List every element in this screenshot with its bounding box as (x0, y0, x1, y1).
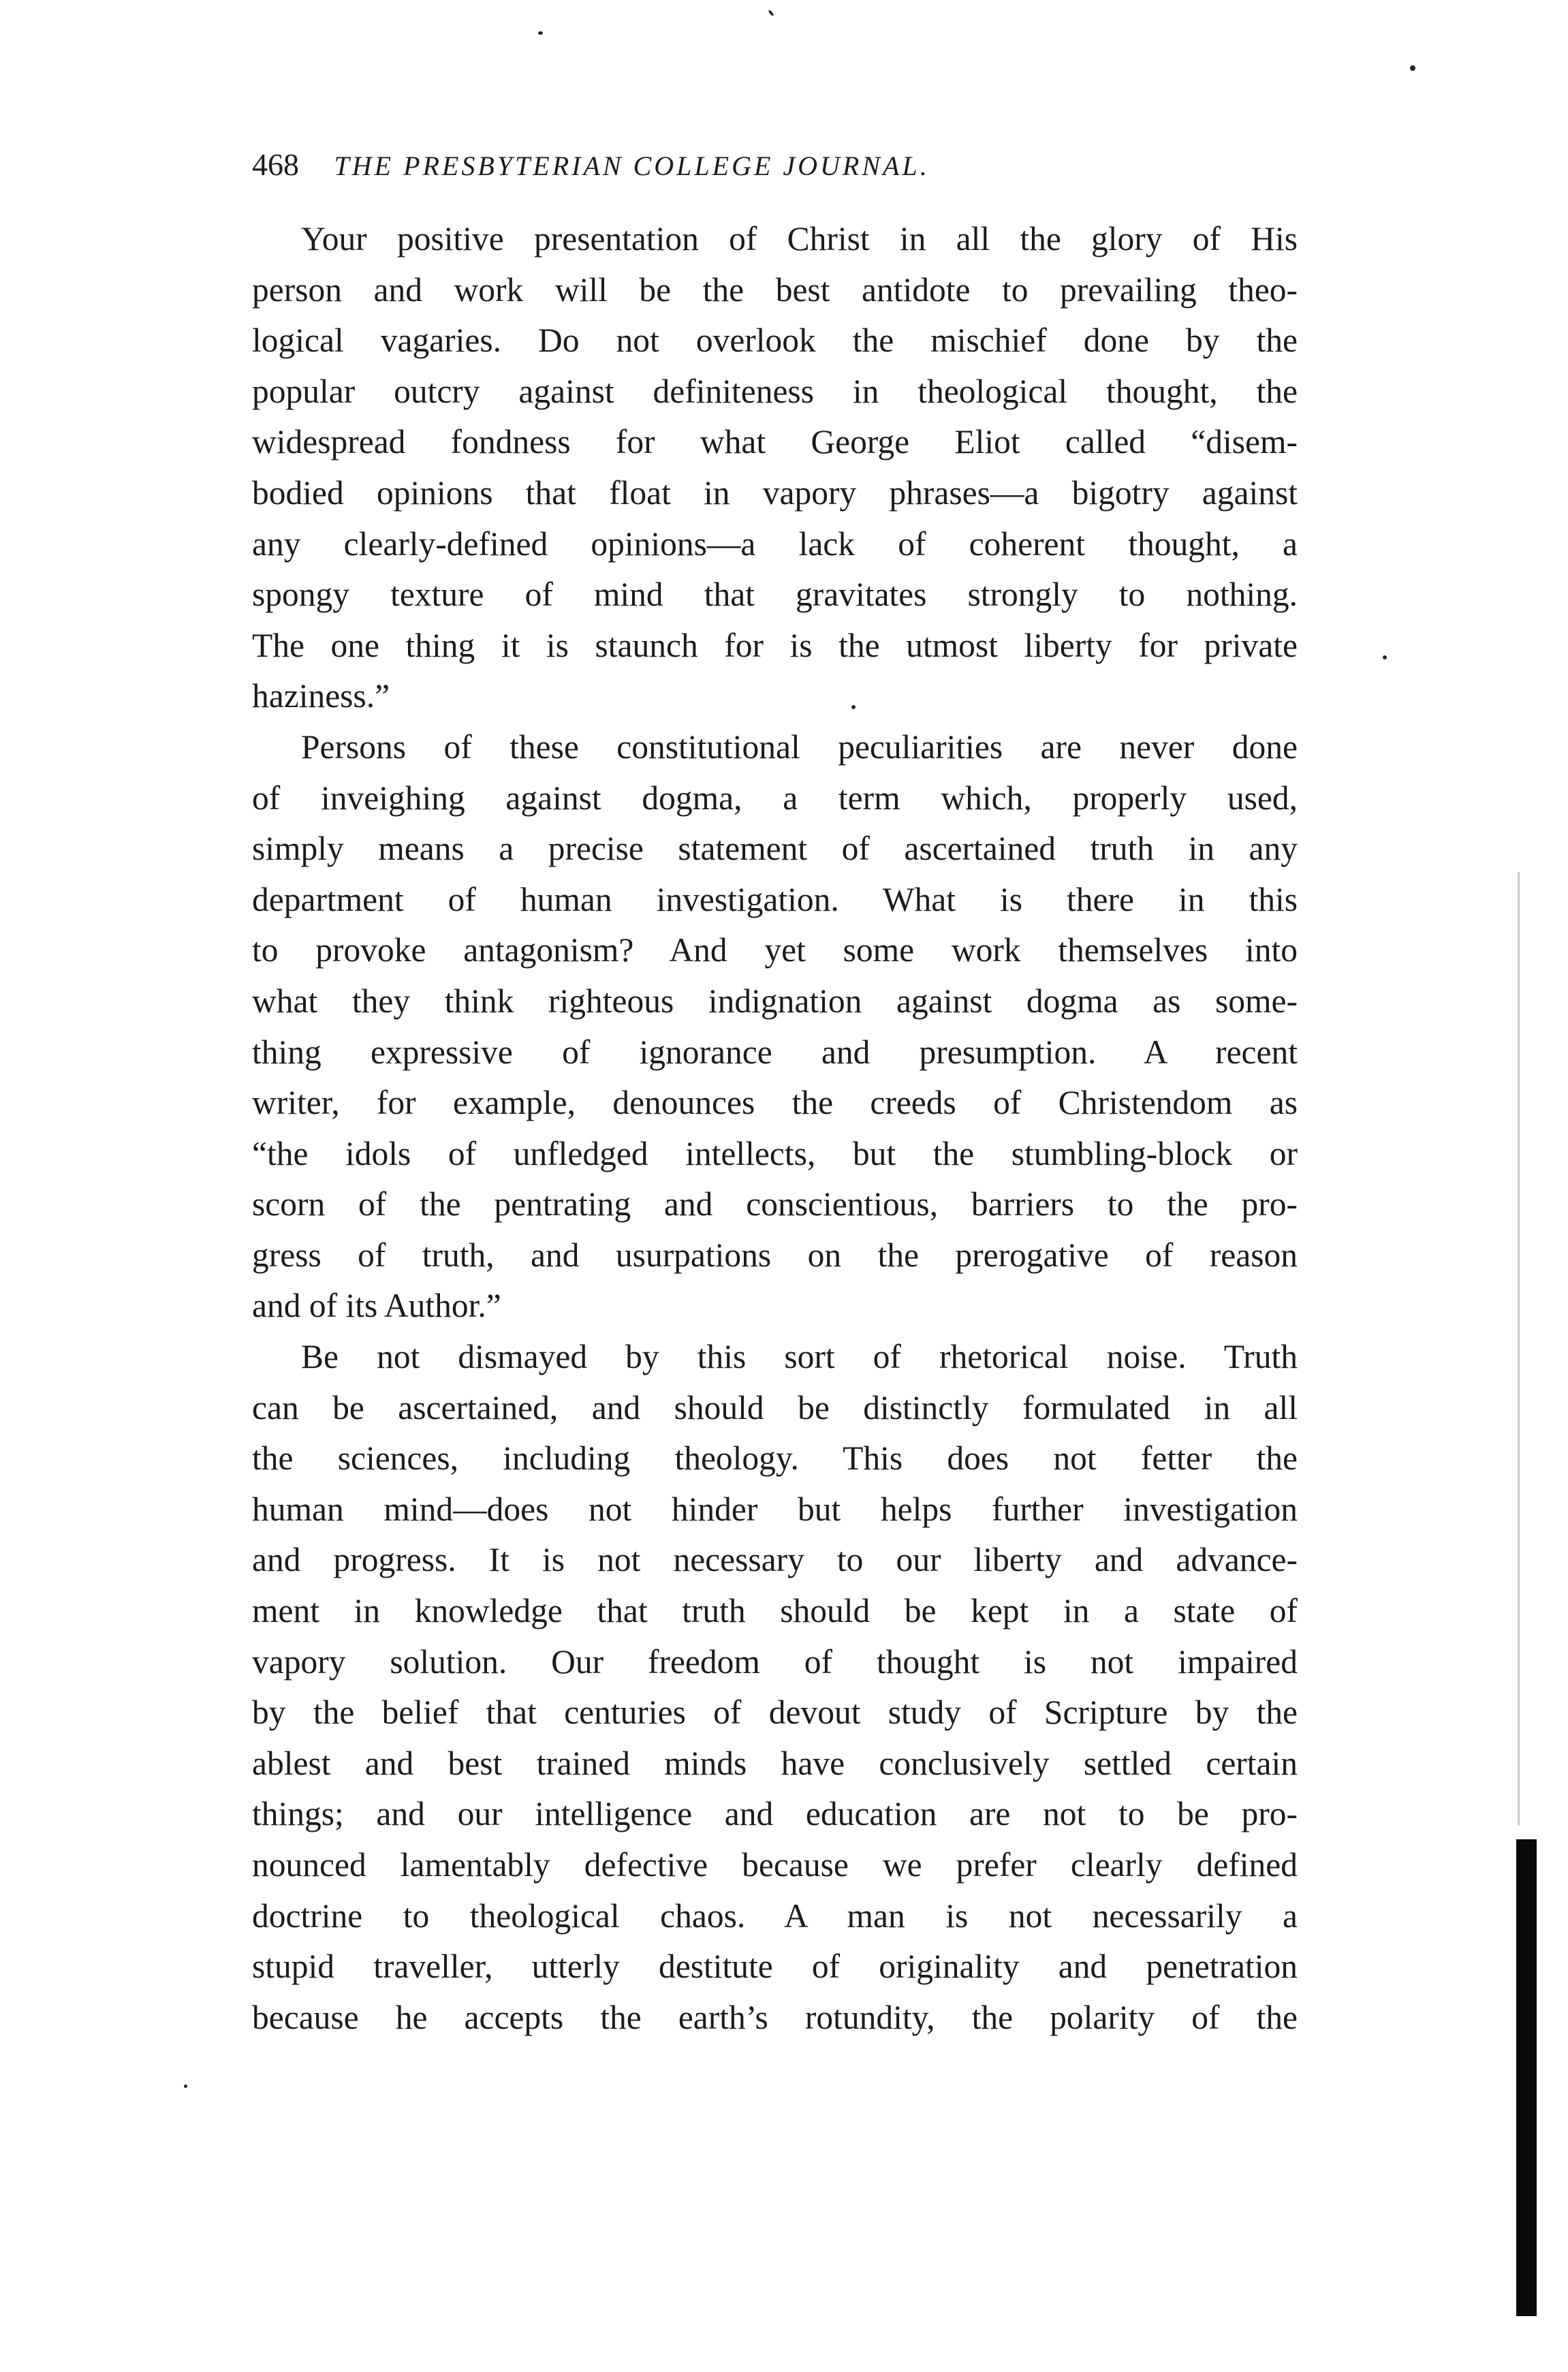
page-number: 468 (252, 147, 299, 182)
text-line: department of human investigation. What is there in this (252, 880, 1298, 918)
text-line: can be ascertained, and should be distinctly formulated in all (252, 1388, 1298, 1426)
running-title: THE PRESBYTERIAN COLLEGE JOURNAL. (334, 151, 930, 181)
text-line: Persons of these constitutional peculiarities are never done (301, 728, 1298, 766)
text-line: scorn of the pentrating and conscientious, barriers to the pro- (252, 1185, 1298, 1223)
scan-speck (184, 2085, 187, 2088)
paragraph-2 (252, 722, 1298, 1332)
text-line: logical vagaries. Do not overlook the mischief done by the (252, 322, 1298, 360)
text-line: bodied opinions that float in vapory phrases—a bigotry against (252, 473, 1298, 512)
text-line: things; and our intelligence and education are not to be pro- (252, 1795, 1298, 1833)
scan-speck (768, 10, 774, 16)
text-line: spongy texture of mind that gravitates strongly to nothing. (252, 576, 1298, 614)
text-line: nounced lamentably defective because we prefer clearly defined (252, 1846, 1298, 1884)
scan-speck (538, 31, 543, 35)
text-line: ment in knowledge that truth should be kept in a state of (252, 1592, 1298, 1630)
text-line: to provoke antagonism? And yet some work themselves into (252, 931, 1298, 969)
text-line: haziness.” (252, 677, 390, 715)
body-text (252, 214, 1298, 2043)
text-line: thing expressive of ignorance and presumption. A recent (252, 1033, 1298, 1071)
scan-margin-shadow (1518, 872, 1520, 1826)
text-line: ablest and best trained minds have conclusively settled certain (252, 1744, 1298, 1782)
text-line: vapory solution. Our freedom of thought is not impaired (252, 1642, 1298, 1681)
scan-speck (1383, 655, 1387, 659)
text-line: gress of truth, and usurpations on the prerogative of reason (252, 1236, 1298, 1274)
text-line: person and work will be the best antidote to prevailing theo- (252, 270, 1298, 309)
text-line: what they think righteous indignation against dogma as some- (252, 982, 1298, 1020)
text-line: Be not dismayed by this sort of rhetorical noise. Truth (301, 1338, 1298, 1376)
text-line: by the belief that centuries of devout study of Scripture by the (252, 1694, 1298, 1732)
paragraph-3 (252, 1332, 1298, 2043)
text-line: and progress. It is not necessary to our liberty and advance- (252, 1541, 1298, 1579)
text-line: “the idols of unfledged intellects, but the stumbling-block or (252, 1134, 1298, 1172)
text-line: because he accepts the earth’s rotundity, the polarity of the (252, 1998, 1298, 2036)
text-line: and of its Author.” (252, 1287, 501, 1325)
scan-edge-bar (1516, 1839, 1537, 2316)
text-line: doctrine to theological chaos. A man is not necessarily a (252, 1897, 1298, 1935)
running-header (252, 144, 1301, 185)
text-line: any clearly-defined opinions—a lack of coherent thought, a (252, 525, 1298, 563)
text-line: of inveighing against dogma, a term which, properly used, (252, 779, 1298, 817)
text-line: popular outcry against definiteness in theological thought, the (252, 372, 1298, 410)
text-line: human mind—does not hinder but helps further investigation (252, 1490, 1298, 1528)
text-line: Your positive presentation of Christ in all the glory of His (301, 220, 1298, 258)
paragraph-1 (252, 214, 1298, 722)
text-line: the sciences, including theology. This does not fetter the (252, 1439, 1298, 1478)
text-line: widespread fondness for what George Eliot called “disem- (252, 423, 1298, 461)
scan-speck (851, 705, 856, 709)
text-line: simply means a precise statement of ascertained truth in any (252, 830, 1298, 868)
scan-speck (1410, 65, 1415, 71)
text-line: The one thing it is staunch for is the utmost liberty for private (252, 626, 1298, 664)
text-line: writer, for example, denounces the creeds of Christendom as (252, 1084, 1298, 1122)
text-line: stupid traveller, utterly destitute of originality and penetration (252, 1948, 1298, 1986)
